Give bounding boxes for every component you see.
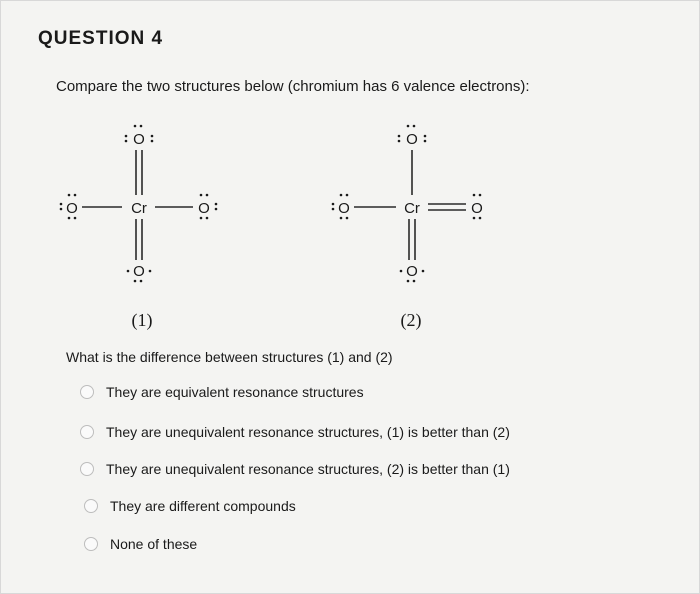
option-1-label: They are equivalent resonance structures bbox=[106, 384, 364, 400]
question-prompt: Compare the two structures below (chromium has 6 valence electrons): bbox=[56, 78, 530, 95]
atom-o-left-2: O bbox=[338, 200, 350, 217]
option-2-label: They are unequivalent resonance structures, (1) is better than (2) bbox=[106, 424, 510, 440]
question-text: What is the difference between structures (1) and (2) bbox=[66, 349, 393, 365]
structure-2 bbox=[332, 125, 483, 331]
atom-o-left-1: O bbox=[66, 200, 78, 217]
structure-2-label: (2) bbox=[400, 310, 422, 330]
option-3[interactable] bbox=[80, 461, 510, 477]
option-5-label: None of these bbox=[110, 536, 198, 552]
atom-cr-2: Cr bbox=[404, 200, 420, 217]
option-3-radio[interactable] bbox=[80, 462, 94, 476]
option-5-radio[interactable] bbox=[84, 537, 98, 551]
question-heading: QUESTION 4 bbox=[38, 28, 164, 49]
option-4[interactable] bbox=[84, 498, 296, 514]
atom-o-bottom-2: O bbox=[406, 263, 418, 280]
option-2-radio[interactable] bbox=[80, 425, 94, 439]
atom-o-top-1: O bbox=[133, 131, 145, 148]
option-4-radio[interactable] bbox=[84, 499, 98, 513]
option-3-label: They are unequivalent resonance structures, (2) is better than (1) bbox=[106, 461, 510, 477]
option-5[interactable] bbox=[84, 536, 197, 552]
option-4-label: They are different compounds bbox=[110, 498, 296, 514]
atom-o-right-2: O bbox=[471, 200, 483, 217]
atom-o-top-2: O bbox=[406, 131, 418, 148]
atom-cr-1: Cr bbox=[131, 200, 147, 217]
atom-o-bottom-1: O bbox=[133, 263, 145, 280]
atom-o-right-1: O bbox=[198, 200, 210, 217]
structure-1-label: (1) bbox=[131, 310, 153, 330]
option-2[interactable] bbox=[80, 424, 510, 440]
option-1-radio[interactable] bbox=[80, 385, 94, 399]
structure-1 bbox=[60, 125, 218, 331]
option-1[interactable] bbox=[80, 384, 364, 400]
